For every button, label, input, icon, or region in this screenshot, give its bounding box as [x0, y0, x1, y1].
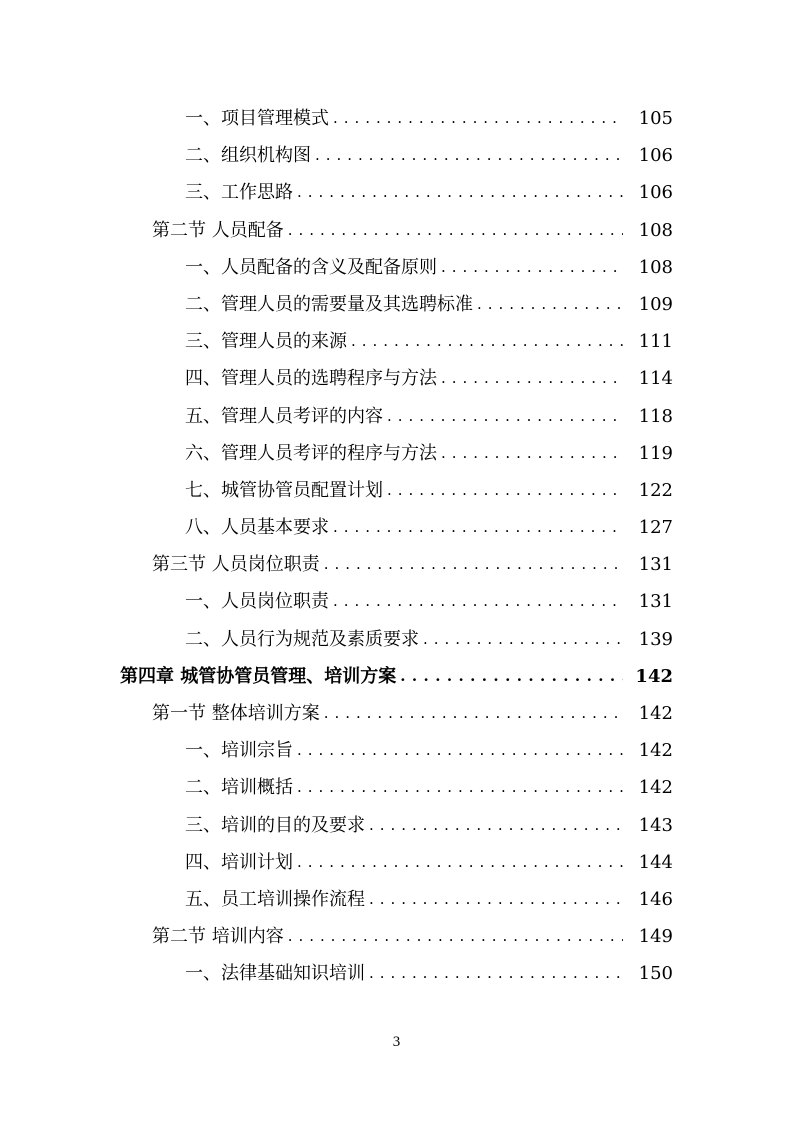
toc-section-entry[interactable] [0, 546, 793, 583]
toc-dot-leader [369, 881, 623, 918]
toc-dot-leader [369, 807, 623, 844]
toc-entry-page-number: 106 [623, 174, 673, 211]
toc-subsection-entry[interactable] [0, 621, 793, 658]
toc-entry-label: 七、城管协管员配置计划 [185, 472, 387, 509]
toc-entry-label: 第三节 人员岗位职责 [152, 546, 324, 583]
toc-subsection-entry[interactable] [0, 472, 793, 509]
toc-entry-page-number: 131 [623, 583, 673, 620]
toc-dot-leader [333, 100, 623, 137]
toc-entry-label: 五、员工培训操作流程 [185, 881, 369, 918]
toc-subsection-entry[interactable] [0, 583, 793, 620]
toc-dot-leader [333, 509, 623, 546]
toc-entry-page-number: 118 [623, 398, 673, 435]
toc-entry-label: 二、组织机构图 [185, 137, 315, 174]
toc-section-entry[interactable] [0, 695, 793, 732]
toc-dot-leader [441, 435, 623, 472]
toc-entry-page-number: 139 [623, 621, 673, 658]
toc-entry-page-number: 111 [623, 323, 673, 360]
toc-entry-label: 五、管理人员考评的内容 [185, 398, 387, 435]
toc-dot-leader [387, 472, 623, 509]
toc-entry-label: 第二节 培训内容 [152, 918, 288, 955]
toc-dot-leader [315, 137, 623, 174]
toc-entry-label: 一、项目管理模式 [185, 100, 333, 137]
toc-entry-label: 第四章 城管协管员管理、培训方案 [120, 658, 400, 695]
toc-dot-leader [423, 621, 623, 658]
toc-entry-page-number: 142 [623, 732, 673, 769]
toc-entry-label: 二、人员行为规范及素质要求 [185, 621, 423, 658]
toc-subsection-entry[interactable] [0, 844, 793, 881]
toc-dot-leader [400, 658, 623, 695]
toc-subsection-entry[interactable] [0, 286, 793, 323]
toc-subsection-entry[interactable] [0, 249, 793, 286]
toc-dot-leader [351, 323, 623, 360]
toc-dot-leader [297, 732, 623, 769]
toc-subsection-entry[interactable] [0, 881, 793, 918]
toc-entry-page-number: 144 [623, 844, 673, 881]
toc-entry-page-number: 108 [623, 249, 673, 286]
toc-entry-label: 一、人员岗位职责 [185, 583, 333, 620]
toc-subsection-entry[interactable] [0, 137, 793, 174]
toc-entry-page-number: 142 [623, 769, 673, 806]
toc-entry-page-number: 119 [623, 435, 673, 472]
toc-entry-label: 二、管理人员的需要量及其选聘标准 [185, 286, 477, 323]
toc-dot-leader [288, 212, 623, 249]
toc-dot-leader [387, 398, 623, 435]
toc-entry-label: 一、法律基础知识培训 [185, 955, 369, 992]
toc-subsection-entry[interactable] [0, 807, 793, 844]
page-number: 3 [392, 1034, 401, 1050]
toc-entry-page-number: 143 [623, 807, 673, 844]
toc-dot-leader [297, 769, 623, 806]
toc-subsection-entry[interactable] [0, 769, 793, 806]
toc-dot-leader [288, 918, 623, 955]
toc-entry-label: 四、管理人员的选聘程序与方法 [185, 360, 441, 397]
toc-entry-label: 六、管理人员考评的程序与方法 [185, 435, 441, 472]
toc-entry-page-number: 114 [623, 360, 673, 397]
toc-subsection-entry[interactable] [0, 509, 793, 546]
toc-subsection-entry[interactable] [0, 398, 793, 435]
toc-chapter-entry[interactable] [0, 658, 793, 695]
toc-section-entry[interactable] [0, 212, 793, 249]
toc-entry-page-number: 109 [623, 286, 673, 323]
toc-entry-page-number: 146 [623, 881, 673, 918]
toc-entry-label: 三、培训的目的及要求 [185, 807, 369, 844]
toc-dot-leader [441, 360, 623, 397]
toc-entry-page-number: 108 [623, 212, 673, 249]
toc-section-entry[interactable] [0, 918, 793, 955]
toc-dot-leader [441, 249, 623, 286]
table-of-contents [0, 100, 793, 993]
toc-subsection-entry[interactable] [0, 323, 793, 360]
toc-subsection-entry[interactable] [0, 435, 793, 472]
toc-entry-label: 三、工作思路 [185, 174, 297, 211]
toc-dot-leader [477, 286, 623, 323]
toc-entry-label: 三、管理人员的来源 [185, 323, 351, 360]
toc-entry-page-number: 106 [623, 137, 673, 174]
toc-entry-page-number: 150 [623, 955, 673, 992]
toc-dot-leader [333, 583, 623, 620]
toc-subsection-entry[interactable] [0, 100, 793, 137]
toc-entry-label: 二、培训概括 [185, 769, 297, 806]
toc-dot-leader [324, 695, 623, 732]
toc-subsection-entry[interactable] [0, 174, 793, 211]
toc-entry-page-number: 131 [623, 546, 673, 583]
toc-entry-label: 四、培训计划 [185, 844, 297, 881]
toc-entry-page-number: 122 [623, 472, 673, 509]
toc-subsection-entry[interactable] [0, 955, 793, 992]
toc-entry-page-number: 149 [623, 918, 673, 955]
toc-dot-leader [297, 174, 623, 211]
toc-subsection-entry[interactable] [0, 360, 793, 397]
toc-entry-page-number: 105 [623, 100, 673, 137]
toc-entry-label: 一、人员配备的含义及配备原则 [185, 249, 441, 286]
toc-dot-leader [369, 955, 623, 992]
toc-entry-label: 八、人员基本要求 [185, 509, 333, 546]
toc-entry-label: 第二节 人员配备 [152, 212, 288, 249]
toc-dot-leader [324, 546, 623, 583]
toc-entry-page-number: 142 [623, 658, 673, 695]
toc-entry-label: 第一节 整体培训方案 [152, 695, 324, 732]
toc-subsection-entry[interactable] [0, 732, 793, 769]
toc-entry-page-number: 127 [623, 509, 673, 546]
toc-entry-page-number: 142 [623, 695, 673, 732]
toc-entry-label: 一、培训宗旨 [185, 732, 297, 769]
toc-dot-leader [297, 844, 623, 881]
